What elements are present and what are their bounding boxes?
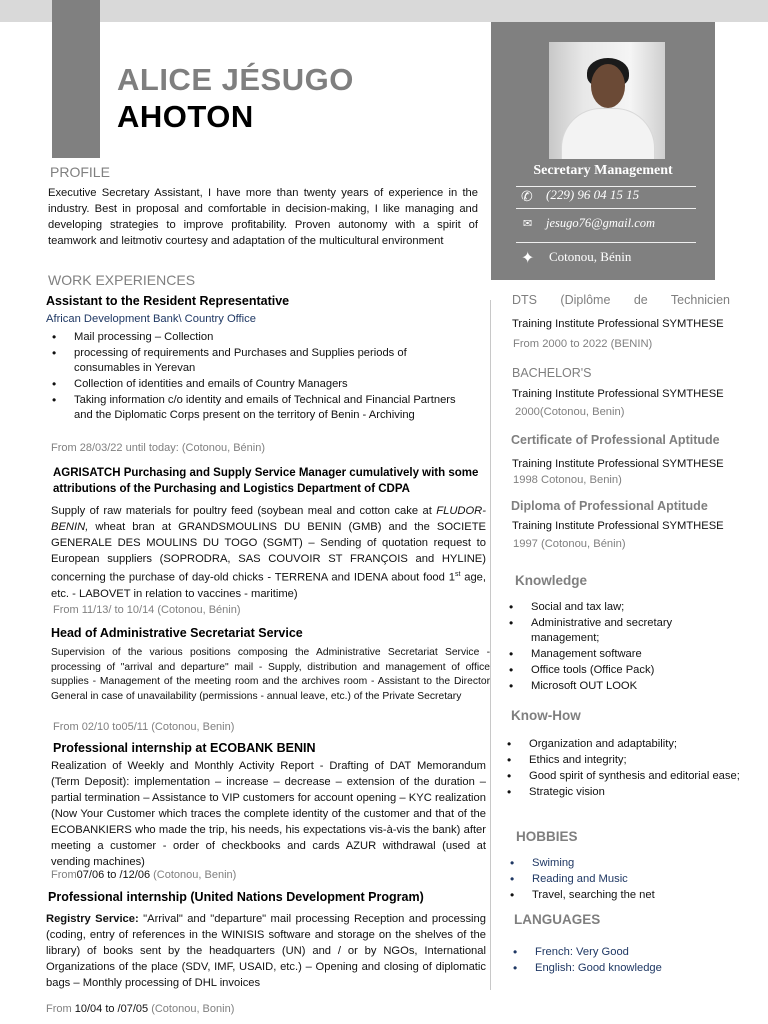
edu1-school: Training Institute Professional SYMTHESE xyxy=(512,318,724,330)
list-item: • Management software xyxy=(531,647,731,662)
divider xyxy=(516,242,696,243)
job1-bullets xyxy=(48,330,468,424)
edu3-date: 1998 Cotonou, Benin) xyxy=(513,474,622,486)
name-first: ALICE JÉSUGO xyxy=(117,62,354,97)
languages-list xyxy=(509,945,755,977)
job1-org: African Development Bank\ Country Office xyxy=(46,313,256,325)
job3-text: Supervision of the various positions composing the Administrative Secretariat Service - processing of "arrival and departure" mail - Supply, distribution and management of office supplies - Management of the meeting room and the archives room - Assistant to the Director General in case of unavailability (permissions - annual leave, etc.) of the Private Secretary xyxy=(51,647,490,702)
edu1-date: From 2000 to 2022 (BENIN) xyxy=(513,338,653,350)
profile-photo xyxy=(549,42,665,159)
job-role: Secretary Management xyxy=(533,163,673,178)
job4-title: Professional internship at ECOBANK BENIN xyxy=(53,741,316,755)
edu4-school: Training Institute Professional SYMTHESE xyxy=(512,520,724,532)
divider xyxy=(516,208,696,209)
job5-text: Registry Service: "Arrival" and "departure" mail processing Reception and processing (coding, entry of references in the WINISIS software and storage on the shelves of the library) of books sent by the headquarters (UN) and / or by NGOs, International Organizations of the place (SDV, IMF, USAID, etc.) – Opening and closing of diplomatic bags – Monthly processing of DHL invoices xyxy=(46,913,486,989)
list-item: • Swiming xyxy=(532,856,752,871)
edu2-title: BACHELOR'S xyxy=(512,366,592,380)
location-text: Cotonou, Bénin xyxy=(549,249,632,264)
edu3-title: Certificate of Professional Aptitude xyxy=(511,433,720,447)
job2-title: AGRISATCH Purchasing and Supply Service Manager cumulatively with some attributions of the Purchasing and Logistics Department of CDPA xyxy=(53,467,479,495)
list-item: • French: Very Good xyxy=(535,945,755,960)
edu3-school: Training Institute Professional SYMTHESE xyxy=(512,458,724,470)
work-heading: WORK EXPERIENCES xyxy=(48,272,196,288)
email-link[interactable]: jesugo76@gmail.com xyxy=(546,216,656,230)
name-last: AHOTON xyxy=(117,99,254,134)
job1-title: Assistant to the Resident Representative xyxy=(46,294,290,308)
phone-icon: ✆ xyxy=(521,188,533,204)
job5-date: From 10/04 to /07/05 (Cotonou, Bonin) xyxy=(46,1003,235,1015)
hobbies-heading: HOBBIES xyxy=(516,829,578,844)
knowhow-list xyxy=(503,737,764,801)
edu2-school: Training Institute Professional SYMTHESE xyxy=(512,388,724,400)
pin-icon: ✦ xyxy=(521,250,535,267)
languages-heading: LANGUAGES xyxy=(514,912,601,927)
accent-bar xyxy=(52,0,100,158)
job1-date: From 28/03/22 until today: (Cotonou, Bénin) xyxy=(51,442,266,454)
job3-title: Head of Administrative Secretariat Service xyxy=(51,626,303,640)
list-item: • Reading and Music xyxy=(532,872,752,887)
job2-date: From 11/13/ to 10/14 (Cotonou, Bénin) xyxy=(53,604,241,616)
job3-date: From 02/10 to05/11 (Cotonou, Benin) xyxy=(53,721,235,733)
knowledge-heading: Knowledge xyxy=(515,573,588,588)
envelope-icon: ✉ xyxy=(523,218,533,230)
list-item: • Office tools (Office Pack) xyxy=(531,663,731,678)
job4-text: Realization of Weekly and Monthly Activity Report - Drafting of DAT Memorandum (Term Deposit): implementation – increase – decrease – extension of the duration – partial termination – Assistance to VIP customers for account opening – KYC realization (Now Your Customer which traces the complete identity of the customer and that of the ECOBANKIERS who made the trip, his needs, his expectations vis-à-vis the bank) after meeting a customer - order of checkbooks and cards AZUR withdrawal (used at vending machines) xyxy=(51,760,486,868)
list-item: • Travel, searching the net xyxy=(532,888,752,903)
column-divider xyxy=(490,300,491,990)
edu2-date: 2000(Cotonou, Benin) xyxy=(515,406,625,418)
job5-title: Professional internship (United Nations Development Program) xyxy=(48,890,424,904)
list-item: • Organization and adaptability; xyxy=(529,737,764,752)
list-item: • Mail processing – Collection xyxy=(74,330,468,345)
profile-heading: PROFILE xyxy=(50,164,110,180)
job4-date: From07/06 to /12/06 (Cotonou, Benin) xyxy=(51,869,237,881)
top-bar xyxy=(0,0,768,22)
job2-text: Supply of raw materials for poultry feed (soybean meal and cotton cake at FLUDOR-BENIN, wheat bran at GRANDSMOULINS DU BENIN (GMB) and the SOCIETE GENERALE DES MOULINS DU TOGO (SGMT) – Sending of quotation request to European suppliers (SOPRODRA, SAS COUVOIR ST FRANÇOIS and HYLINE) concerning the purchase of day-old chicks - TERRENA and IDENA about food 1st age, etc. - LABOVET in relation to vaccines - maritime) xyxy=(51,505,486,600)
phone-number[interactable]: (229) 96 04 15 15 xyxy=(546,187,640,202)
list-item: • Taking information c/o identity and emails of Technical and Financial Partners and the Diplomatic Corps present on the territory of Benin - Archiving xyxy=(74,393,468,423)
knowledge-list xyxy=(505,600,731,695)
list-item: • processing of requirements and Purchases and Supplies periods of consumables in Yerevan xyxy=(74,346,468,376)
list-item: • Social and tax law; xyxy=(531,600,731,615)
edu4-date: 1997 (Cotonou, Bénin) xyxy=(513,538,626,550)
list-item: • Ethics and integrity; xyxy=(529,753,764,768)
hobbies-list xyxy=(506,856,752,904)
list-item: • Strategic vision xyxy=(529,785,764,800)
list-item: • Collection of identities and emails of Country Managers xyxy=(74,377,468,392)
edu1-title: DTS (Diplôme de Technicien xyxy=(512,293,730,307)
knowhow-heading: Know-How xyxy=(511,708,581,723)
list-item: • Microsoft OUT LOOK xyxy=(531,679,731,694)
list-item: • Good spirit of synthesis and editorial ease; xyxy=(529,769,764,784)
edu4-title: Diploma of Professional Aptitude xyxy=(511,499,708,513)
profile-text: Executive Secretary Assistant, I have more than twenty years of experience in the industry. Best in proposal and comfortable in decision-making, I like managing and developing strategies to improve profitability. Proven autonomy with a spirit of teamwork and leitmotiv courtesy and adaptation of the multicultural environment xyxy=(48,187,478,247)
list-item: • English: Good knowledge xyxy=(535,961,755,976)
list-item: • Administrative and secretary management; xyxy=(531,616,731,646)
